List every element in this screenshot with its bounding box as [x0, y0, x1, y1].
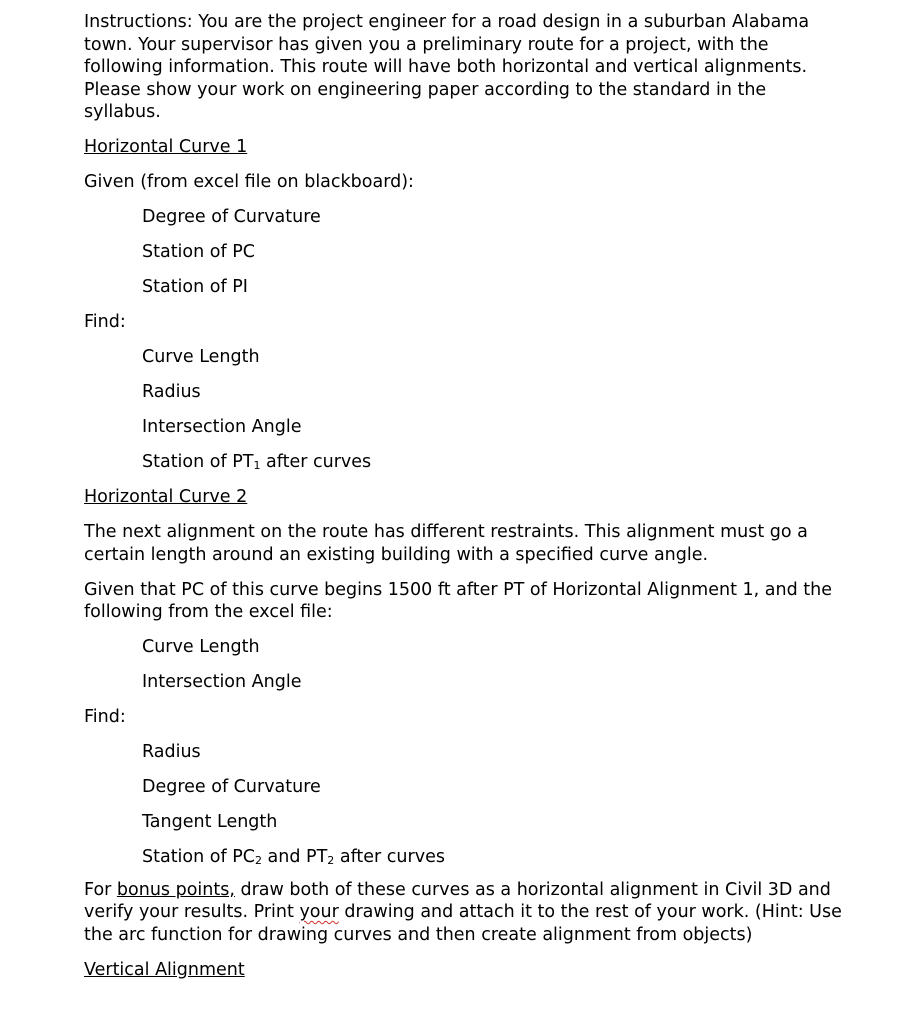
text-run: and PT — [261, 847, 328, 867]
subscript: 2 — [327, 854, 335, 867]
curve2-find-item: Radius — [142, 742, 201, 762]
horizontal-curve-1-heading: Horizontal Curve 1 — [84, 137, 248, 157]
curve1-find-item: Intersection Angle — [142, 417, 302, 437]
bonus-paragraph — [84, 879, 844, 947]
curve2-find-item: Tangent Length — [142, 812, 278, 832]
horizontal-curve-2-heading: Horizontal Curve 2 — [84, 487, 248, 507]
text-run: drawing and attach it to the rest of your work. (Hint: Use the arc function for drawing curves and then create alignment from objects) — [84, 902, 842, 945]
curve2-find-item-pc-pt — [84, 846, 844, 869]
spellcheck-flagged-word[interactable]: your — [299, 902, 339, 922]
curve1-given-item: Station of PI — [142, 277, 248, 297]
curve1-find-item: Radius — [142, 382, 201, 402]
curve1-given-item: Degree of Curvature — [142, 207, 321, 227]
curve1-given-label: Given (from excel file on blackboard): — [84, 172, 414, 192]
curve1-find-label: Find: — [84, 312, 126, 332]
text-run: For — [84, 879, 117, 900]
text-run: after curves — [334, 847, 445, 867]
bonus-points-link[interactable]: bonus points, — [116, 879, 235, 900]
document-page — [84, 11, 844, 994]
curve2-given-item: Curve Length — [142, 637, 260, 657]
text-run: after curves — [260, 452, 372, 472]
subscript: 1 — [253, 459, 261, 472]
subscript: 2 — [254, 854, 262, 867]
text-run: draw both of these curves as a horizontal alignment in Civil 3D and verify your results. Print — [84, 879, 831, 922]
curve2-given-item: Intersection Angle — [142, 672, 302, 692]
instructions-paragraph: Instructions: You are the project engineer for a road design in a suburban Alabama town. Your supervisor has given you a preliminary route for a project, with the following information. This route will have both horizontal and vertical alignments. Please show your work on engineering paper according to the standard in the syllabus. — [84, 12, 810, 122]
curve2-find-label: Find: — [84, 707, 126, 727]
curve1-find-item-pt — [84, 451, 844, 474]
text-run: Station of PT — [142, 452, 254, 472]
curve2-find-item: Degree of Curvature — [142, 777, 321, 797]
curve2-paragraph-1: The next alignment on the route has different restraints. This alignment must go a certain length around an existing building with a specified curve angle. — [84, 522, 808, 565]
curve1-find-item: Curve Length — [142, 347, 260, 367]
text-run: Station of PC — [142, 847, 255, 867]
vertical-alignment-heading: Vertical Alignment — [84, 959, 245, 980]
curve1-given-item: Station of PC — [142, 242, 255, 262]
curve2-paragraph-2: Given that PC of this curve begins 1500 ft after PT of Horizontal Alignment 1, and the following from the excel file: — [84, 579, 832, 622]
